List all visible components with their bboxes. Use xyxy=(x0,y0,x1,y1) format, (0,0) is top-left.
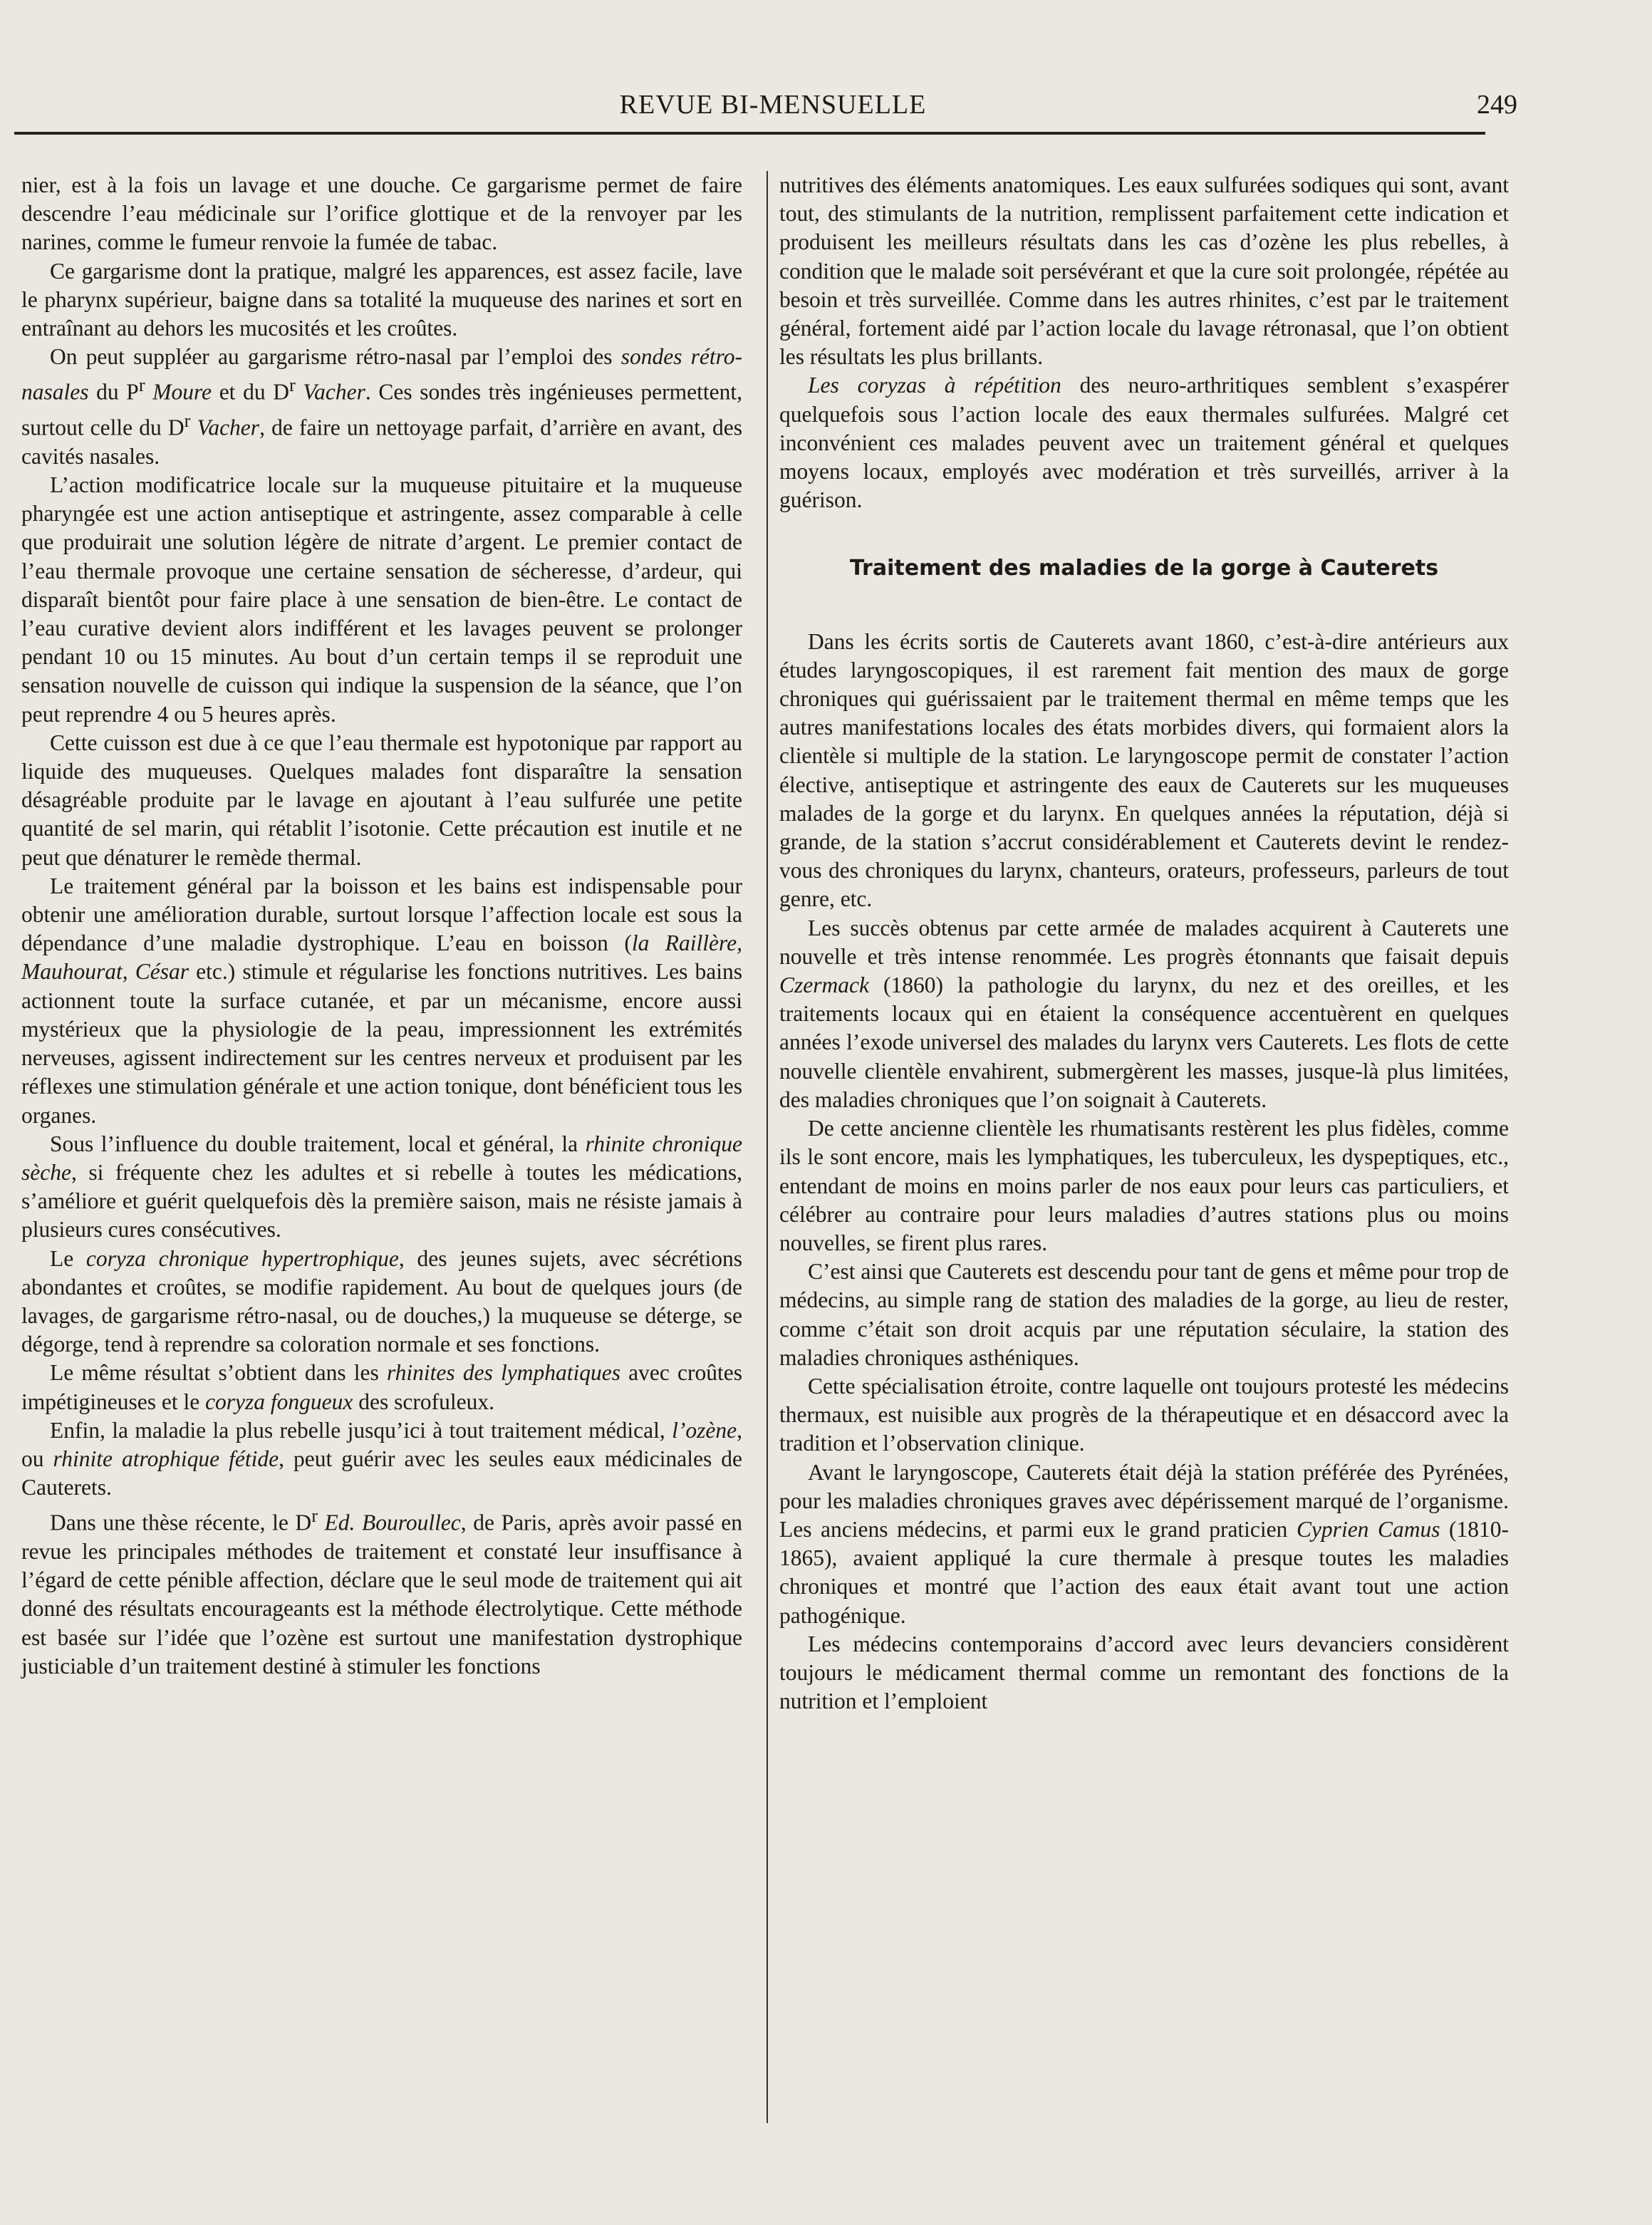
column-divider xyxy=(767,171,768,2123)
paragraph: Sous l’influence du double traitement, local et général, la rhinite chronique sèche, si fréquente chez les adultes et si rebelle à toutes les médications, s’améliore et guérit quelquefois dès la première saison, mais ne résiste jamais à plusieurs cures consécutives. xyxy=(21,1131,742,1243)
paragraph: Le coryza chronique hypertrophique, des jeunes sujets, avec sécrétions abondantes et croûtes, se modifie rapidement. Au bout de quelques jours (de lavages, de gargarisme rétro-nasal, ou de douches,) la muqueuse se déterge, se dégorge, tend à reprendre sa coloration normale et ses fonctions. xyxy=(21,1245,742,1357)
paragraph: L’action modificatrice locale sur la muqueuse pituitaire et la muqueuse pharyngée est une action antiseptique et astringente, assez comparable à celle que produirait une solution légère de nitrate d’argent. Le premier contact de l’eau thermale provoque une certaine sensation de sécheresse, d’ardeur, qui disparaît bientôt pour faire place à une sensation de bien-être. Le contact de l’eau curative devient alors indifférent et les lavages peuvent se prolonger pendant 10 ou 15 minutes. Au bout d’un certain temps il se reproduit une sensation nouvelle de cuisson qui indique la suspension de la séance, que l’on peut reprendre 4 ou 5 heures après. xyxy=(21,472,742,727)
paragraph: Le traitement général par la boisson et les bains est indispensable pour obtenir une amélioration durable, surtout lorsque l’affection locale est sous la dépendance d’une maladie dystrophique. L’eau en boisson (la Raillère, Mauhourat, César etc.) stimule et régularise les fonctions nutritives. Les bains actionnent toute la surface cutanée, et par un mécanisme, encore aussi mystérieux que la physiologie de la peau, impressionnent les extrémités nerveuses, agissent indirectement sur les centres nerveux et produisent par les réflexes une stimulation générale et une action tonique, dont bénéficient tous les organes. xyxy=(21,873,742,1128)
paragraph: Ce gargarisme dont la pratique, malgré les apparences, est assez facile, lave le pharynx supérieur, baigne dans sa totalité la muqueuse des narines et sort en entraînant au dehors les mucosités et les croûtes. xyxy=(21,258,742,341)
paragraph: De cette ancienne clientèle les rhumatisants restèrent les plus fidèles, comme ils le sont encore, mais les lymphatiques, les tuberculeux, les dyspeptiques, etc., entendant de moins en moins parler de nos eaux pour leurs cas particuliers, et célébrer au contraire pour leurs maladies d’autres stations plus ou moins nouvelles, se firent plus rares. xyxy=(779,1116,1509,1255)
paragraph: Cette spécialisation étroite, contre laquelle ont toujours protesté les médecins thermaux, est nuisible aux progrès de la thérapeutique et en désaccord avec la tradition et l’observation clinique. xyxy=(779,1373,1509,1456)
paragraph: Enfin, la maladie la plus rebelle jusqu’ici à tout traitement médical, l’ozène, ou rhinite atrophique fétide, peut guérir avec les seules eaux médicinales de Cauterets. xyxy=(21,1417,743,1500)
page-number: 249 xyxy=(1477,90,1517,120)
paragraph: Dans une thèse récente, le $D^r$ Ed. Bouroullec, de Paris, après avoir passé en revue les principales méthodes de traitement et constaté leur insuffisance à l’égard de cette pénible affection, déclare que le seul mode de traitement qui ait donné des résultats encourageants est la méthode électrolytique. Cette méthode est basée sur l’idée que l’ozène est surtout une manifestation dystrophique justiciable d’un traitement destiné à stimuler les fonctions xyxy=(21,1505,742,1679)
journal-title: REVUE BI-MENSUELLE xyxy=(619,90,927,120)
left-column xyxy=(21,171,742,1681)
paragraph: nutritives des éléments anatomiques. Les eaux sulfurées sodiques qui sont, avant tout, des stimulants de la nutrition, remplissent parfaitement cette indication et produisent les meilleurs résultats dans les cas d’ozène les plus rebelles, à condition que le malade soit persévérant et que la cure soit prolongée, répétée au besoin et très surveillée. Comme dans les autres rhinites, c’est par le traitement général, fortement aidé par l’action locale du lavage rétronasal, que l’on obtient les résultats les plus brillants. xyxy=(779,172,1509,370)
section-heading: Traitement des maladies de la gorge à Cauterets xyxy=(849,556,1439,581)
paragraph: C’est ainsi que Cauterets est descendu pour tant de gens et même pour trop de médecins, au simple rang de station des maladies de la gorge, au lieu de rester, comme c’était son droit acquis par une réputation séculaire, la station des maladies chroniques asthéniques. xyxy=(779,1259,1509,1370)
paragraph: Cette cuisson est due à ce que l’eau thermale est hypotonique par rapport au liquide des muqueuses. Quelques malades font disparaître la sensation désagréable produite par le lavage en ajoutant à l’eau sulfurée une petite quantité de sel marin, qui rétablit l’isotonie. Cette précaution est inutile et ne peut que dénaturer le remède thermal. xyxy=(21,730,742,870)
paragraph: Dans les écrits sortis de Cauterets avant 1860, c’est-à-dire antérieurs aux études laryngoscopiques, il est rarement fait mention des maux de gorge chroniques qui guérissaient par le traitement thermal en même temps que les autres manifestations locales des états morbides divers, qui formaient alors la clientèle si multiple de la station. Le laryngoscope permit de constater l’action élective, antiseptique et astringente des eaux de Cauterets sur les muqueuses malades de la gorge et du larynx. En quelques années la réputation, déjà si grande, de la station s’accrut considérablement et Cauterets devint le rendez-vous des chroniques du larynx, chanteurs, orateurs, professeurs, parleurs de tout genre, etc. xyxy=(779,628,1509,912)
header-rule xyxy=(14,132,1485,135)
paragraph: nier, est à la fois un lavage et une douche. Ce gargarisme permet de faire descendre l’eau médicinale sur l’orifice glottique et de la renvoyer par les narines, comme le fumeur renvoie la fumée de tabac. xyxy=(21,172,742,255)
paragraph: Avant le laryngoscope, Cauterets était déjà la station préférée des Pyrénées, pour les maladies chroniques graves avec dépérissement marqué de l’organisme. Les anciens médecins, et parmi eux le grand praticien Cyprien Camus (1810-1865), avaient appliqué la cure thermale à presque toutes les maladies chroniques et montré que l’action des eaux était avant tout une action pathogénique. xyxy=(779,1459,1510,1628)
paragraph: Le même résultat s’obtient dans les rhinites des lymphatiques avec croûtes impétigineuses et le coryza fongueux des scrofuleux. xyxy=(21,1360,743,1414)
paragraph: Les succès obtenus par cette armée de malades acquirent à Cauterets une nouvelle et très intense renommée. Les progrès étonnants que faisait depuis Czermack (1860) la pathologie du larynx, du nez et des oreilles, et les traitements locaux qui en étaient la conséquence accentuèrent en quelques années l’exode universel des malades du larynx vers Cauterets. Les flots de cette nouvelle clientèle envahirent, submergèrent les masses, jusque-là plus limitées, des maladies chroniques que l’on soignait à Cauterets. xyxy=(779,915,1509,1112)
paragraph: Les médecins contemporains d’accord avec leurs devanciers considèrent toujours le médicament thermal comme un remontant des fonctions de la nutrition et l’emploient xyxy=(779,1631,1509,1714)
paragraph: On peut suppléer au gargarisme rétro-nasal par l’emploi des sondes rétro-nasales du $P^r$ Moure et du $D^r$ Vacher. Ces sondes très ingénieuses permettent, surtout celle du $D^r$ Vacher, de faire un nettoyage parfait, d’arrière en avant, des cavités nasales. xyxy=(21,344,742,469)
paragraph: Les coryzas à répétition des neuro-arthritiques semblent s’exaspérer quelquefois sous l’action locale des eaux thermales sulfurées. Malgré cet inconvénient ces malades peuvent avec un traitement général et quelques moyens locaux, employés avec modération et très surveillés, arriver à la guérison. xyxy=(779,373,1510,513)
right-column xyxy=(779,171,1509,1716)
